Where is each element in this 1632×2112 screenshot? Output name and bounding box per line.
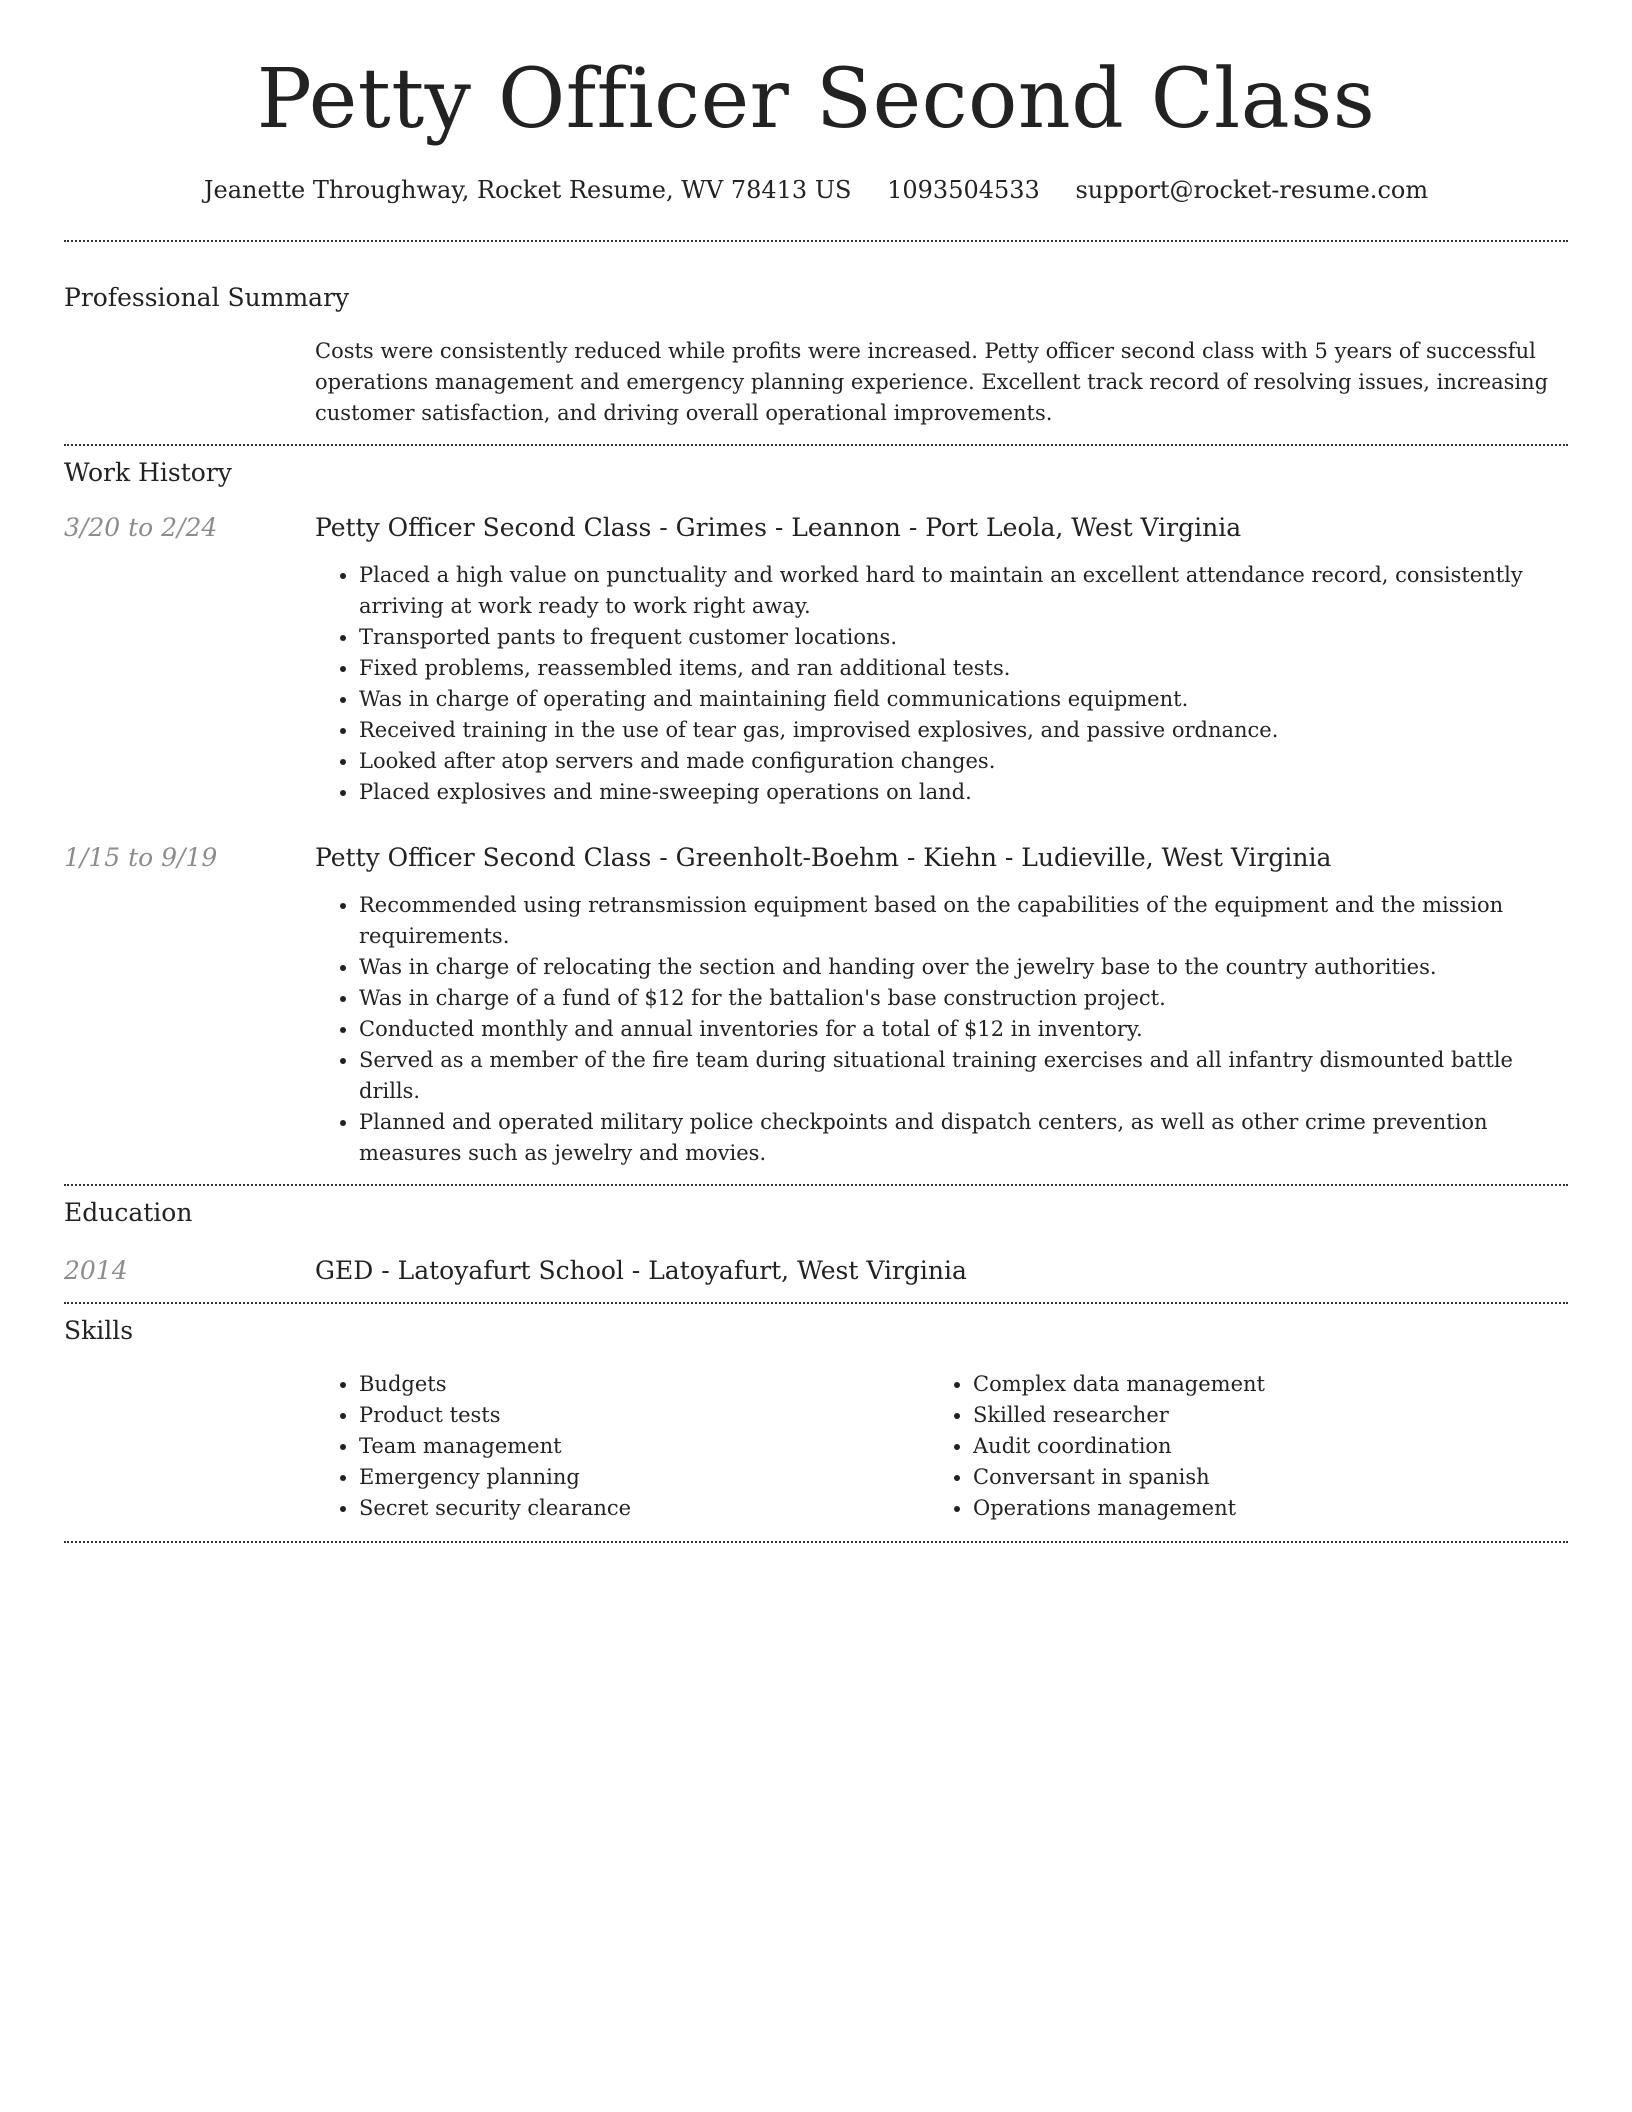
job-bullet: • Transported pants to frequent customer locations. [359, 622, 1568, 653]
job-entry [64, 842, 1568, 1169]
skills-list [315, 1369, 1568, 1524]
job-title: Petty Officer Second Class - Grimes - Leannon - Port Leola, West Virginia [315, 513, 1242, 542]
skill-item: • Audit coordination [973, 1431, 1543, 1462]
skills-column-right [929, 1369, 1543, 1524]
job-bullet: • Recommended using retransmission equipment based on the capabilities of the equipment and the mission requirements. [359, 890, 1568, 952]
education-date: 2014 [64, 1256, 128, 1285]
job-bullet: • Placed explosives and mine-sweeping operations on land. [359, 777, 1568, 808]
job-dates: 1/15 to 9/19 [64, 843, 218, 872]
skill-item: • Operations management [973, 1493, 1543, 1524]
skill-item: • Emergency planning [359, 1462, 929, 1493]
job-bullet: • Planned and operated military police checkpoints and dispatch centers, as well as other crime prevention measures such as jewelry and movies. [359, 1107, 1568, 1169]
job-entry [64, 512, 1568, 808]
contact-phone: 1093504533 [887, 176, 1040, 204]
divider [64, 1184, 1568, 1186]
job-title: Petty Officer Second Class - Greenholt-Boehm - Kiehn - Ludieville, West Virginia [315, 843, 1332, 872]
education-content [315, 1255, 1568, 1287]
contact-line [64, 174, 1568, 206]
job-content [315, 512, 1568, 808]
job-bullet: • Served as a member of the fire team during situational training exercises and all infantry dismounted battle drills. [359, 1045, 1568, 1107]
summary-heading: Professional Summary [64, 283, 350, 312]
resume-name: Petty Officer Second Class [256, 52, 1376, 147]
job-bullets [315, 890, 1568, 1169]
skills-heading: Skills [64, 1316, 134, 1345]
education-entry [64, 1255, 1568, 1287]
skills-column-left [315, 1369, 929, 1524]
skill-item: • Skilled researcher [973, 1400, 1543, 1431]
job-content [315, 842, 1568, 1169]
job-dates: 3/20 to 2/24 [64, 513, 218, 542]
job-bullet: • Placed a high value on punctuality and worked hard to maintain an excellent attendance record, consistently arriving at work ready to work right away. [359, 560, 1568, 622]
work-history-heading: Work History [64, 458, 232, 487]
skill-item: • Team management [359, 1431, 929, 1462]
skill-item: • Budgets [359, 1369, 929, 1400]
skill-item: • Conversant in spanish [973, 1462, 1543, 1493]
job-bullet: • Was in charge of operating and maintaining field communications equipment. [359, 684, 1568, 715]
divider [64, 1541, 1568, 1543]
divider [64, 444, 1568, 446]
job-bullet: • Looked after atop servers and made configuration changes. [359, 746, 1568, 777]
job-bullet: • Fixed problems, reassembled items, and ran additional tests. [359, 653, 1568, 684]
skill-item: • Complex data management [973, 1369, 1543, 1400]
divider [64, 240, 1568, 242]
contact-email: support@rocket-resume.com [1075, 176, 1429, 204]
contact-address: Jeanette Throughway, Rocket Resume, WV 78413 US [203, 176, 852, 204]
job-bullet: • Received training in the use of tear gas, improvised explosives, and passive ordnance. [359, 715, 1568, 746]
skill-item: • Secret security clearance [359, 1493, 929, 1524]
education-heading: Education [64, 1198, 193, 1227]
job-bullet: • Conducted monthly and annual inventories for a total of $12 in inventory. [359, 1014, 1568, 1045]
divider [64, 1302, 1568, 1304]
skill-item: • Product tests [359, 1400, 929, 1431]
summary-text: Costs were consistently reduced while profits were increased. Petty officer second class with 5 years of successful operations management and emergency planning experience. Excellent track record of resolving issues, increasing customer satisfaction, and driving overall operational improvements. [315, 339, 1549, 425]
job-bullet: • Was in charge of relocating the section and handing over the jewelry base to the country authorities. [359, 952, 1568, 983]
job-bullets [315, 560, 1568, 808]
job-bullet: • Was in charge of a fund of $12 for the battalion's base construction project. [359, 983, 1568, 1014]
education-title: GED - Latoyafurt School - Latoyafurt, West Virginia [315, 1256, 967, 1285]
